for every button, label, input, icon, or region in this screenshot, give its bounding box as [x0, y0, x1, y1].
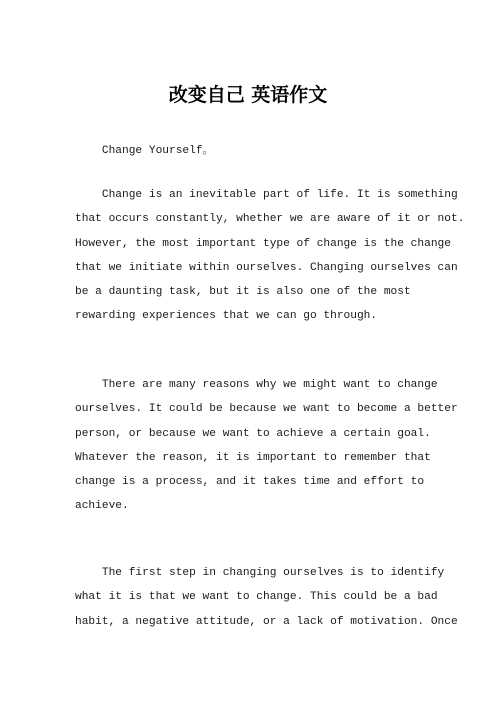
text-line: change is a process, and it takes time and effort to [75, 476, 425, 489]
text-line: that occurs constantly, whether we are aware of it or not. [75, 213, 465, 226]
text-line: what it is that we want to change. This could be a bad [75, 591, 438, 604]
text-line: habit, a negative attitude, or a lack of motivation. Once [75, 615, 458, 628]
text-line: ourselves. It could be because we want to become a better [75, 403, 458, 416]
text-line: Change is an inevitable part of life. It is something [75, 189, 458, 201]
text-line: be a daunting task, but it is also one of the most [75, 286, 411, 299]
paragraph-1 [75, 183, 465, 329]
text-line: rewarding experiences that we can go through. [75, 310, 378, 323]
text-line: Whatever the reason, it is important to remember that [75, 451, 431, 464]
paragraph-3 [75, 561, 458, 634]
document-title: 改变自己 英语作文 [168, 84, 328, 106]
text-line: The first step in changing ourselves is to identify [75, 567, 445, 579]
text-line: that we initiate within ourselves. Changing ourselves can [75, 261, 458, 274]
paragraph-2 [75, 373, 458, 519]
heading-line [75, 139, 420, 163]
text-line: There are many reasons why we might want to change [75, 379, 438, 391]
text-line: However, the most important type of change is the change [75, 237, 451, 250]
text-line: achieve. [75, 500, 129, 513]
text-line: Change Yourself。 [75, 145, 214, 157]
text-line: person, or because we want to achieve a certain goal. [75, 427, 431, 440]
